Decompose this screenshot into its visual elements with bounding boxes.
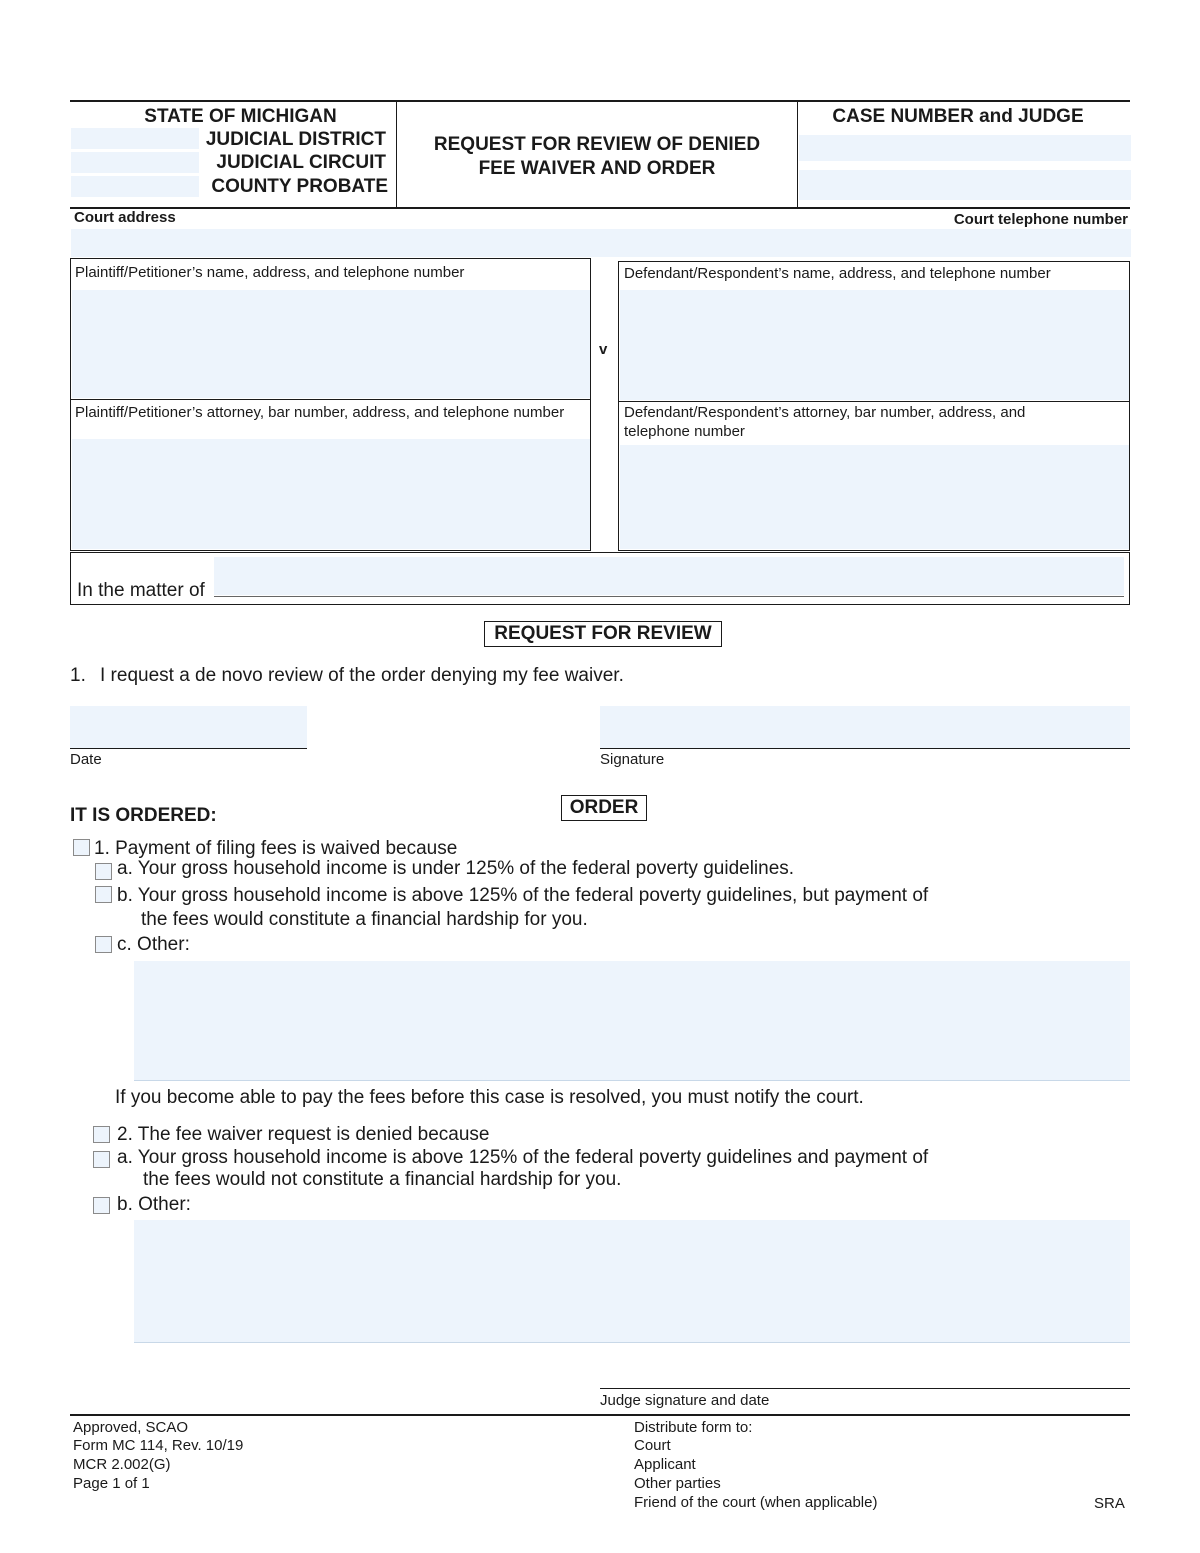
waived-other-field[interactable] [134,961,1130,1081]
court-telephone-label: Court telephone number [953,211,1128,228]
waived-b-label-line1: b. Your gross household income is above 125% of the federal poverty guidelines, but payment of [117,885,929,906]
request-heading: REQUEST FOR REVIEW [484,621,722,647]
date-field[interactable] [70,706,307,748]
waived-a-label: a. Your gross household income is under 125% of the federal poverty guidelines. [117,858,795,879]
distribute-item-applicant: Applicant [634,1456,696,1473]
county-probate-label: COUNTY PROBATE [211,176,388,197]
header-top-rule [70,100,1130,102]
signature-label: Signature [600,751,665,768]
date-underline [70,748,307,749]
court-address-label: Court address [74,209,176,226]
defendant-field[interactable] [620,290,1129,400]
defendant-label: Defendant/Respondent’s name, address, and telephone number [624,265,1051,282]
matter-label: In the matter of [77,580,205,601]
denied-label: 2. The fee waiver request is denied because [117,1124,490,1145]
distribute-item-other-parties: Other parties [634,1475,721,1492]
versus-label: v [599,341,608,358]
waived-checkbox[interactable] [73,839,90,856]
judicial-district-label: JUDICIAL DISTRICT [205,129,386,150]
footer-rule-citation: MCR 2.002(G) [73,1456,171,1473]
request-item-number: 1. [70,665,86,686]
matter-field[interactable] [214,557,1124,595]
plaintiff-attorney-label: Plaintiff/Petitioner’s attorney, bar number, address, and telephone number [75,404,565,421]
signature-underline [600,748,1130,749]
denied-b-checkbox[interactable] [93,1197,110,1214]
defendant-attorney-label-line2: telephone number [624,423,745,440]
waived-c-label: c. Other: [117,934,190,955]
form-title-line2: FEE WAIVER AND ORDER [478,158,716,179]
it-is-ordered-label: IT IS ORDERED: [70,805,217,826]
denied-a-checkbox[interactable] [93,1151,110,1168]
judge-signature-label: Judge signature and date [600,1392,770,1409]
judge-signature-line [600,1388,1130,1389]
matter-underline [214,596,1124,597]
distribute-item-court: Court [634,1437,671,1454]
denied-checkbox[interactable] [93,1126,110,1143]
footer-page-number: Page 1 of 1 [73,1475,150,1492]
denied-b-label: b. Other: [117,1194,191,1215]
case-number-label: CASE NUMBER and JUDGE [832,106,1084,127]
defendant-attorney-label-line1: Defendant/Respondent’s attorney, bar number, address, and [624,404,1026,421]
waived-b-checkbox[interactable] [95,886,112,903]
distribute-item-friend-of-court: Friend of the court (when applicable) [634,1494,878,1511]
plaintiff-label: Plaintiff/Petitioner’s name, address, and telephone number [75,264,465,281]
notify-court-notice: If you become able to pay the fees before this case is resolved, you must notify the court. [115,1087,864,1108]
case-number-field[interactable] [799,135,1131,161]
form-title-line1: REQUEST FOR REVIEW OF DENIED [433,134,761,155]
request-item-text: I request a de novo review of the order denying my fee waiver. [100,665,624,686]
judge-field[interactable] [799,170,1131,200]
denied-a-label-line1: a. Your gross household income is above 125% of the federal poverty guidelines and payment of [117,1147,929,1168]
date-label: Date [70,751,102,768]
denied-other-underline [134,1342,1130,1343]
waived-label: 1. Payment of filing fees is waived because [94,838,458,859]
footer-rule [70,1414,1130,1416]
court-address-field[interactable] [71,229,1131,257]
signature-field[interactable] [600,706,1130,748]
denied-a-label-line2: the fees would not constitute a financial hardship for you. [143,1169,622,1190]
waived-other-underline [134,1080,1130,1081]
waived-c-checkbox[interactable] [95,936,112,953]
waived-b-label-line2: the fees would constitute a financial hardship for you. [141,909,588,930]
footer-approved: Approved, SCAO [73,1419,189,1436]
header-bottom-rule [70,207,1130,209]
footer-form-number: Form MC 114, Rev. 10/19 [73,1437,244,1454]
state-label: STATE OF MICHIGAN [144,106,337,127]
order-heading: ORDER [561,795,647,821]
defendant-divider [618,401,1130,402]
plaintiff-divider [70,399,591,400]
judicial-circuit-label: JUDICIAL CIRCUIT [216,152,386,173]
waived-a-checkbox[interactable] [95,863,112,880]
plaintiff-attorney-field[interactable] [72,439,590,549]
footer-code: SRA [1094,1495,1125,1512]
denied-other-field[interactable] [134,1220,1130,1343]
plaintiff-field[interactable] [72,290,590,398]
defendant-attorney-field[interactable] [620,445,1129,549]
distribute-label: Distribute form to: [634,1419,753,1436]
